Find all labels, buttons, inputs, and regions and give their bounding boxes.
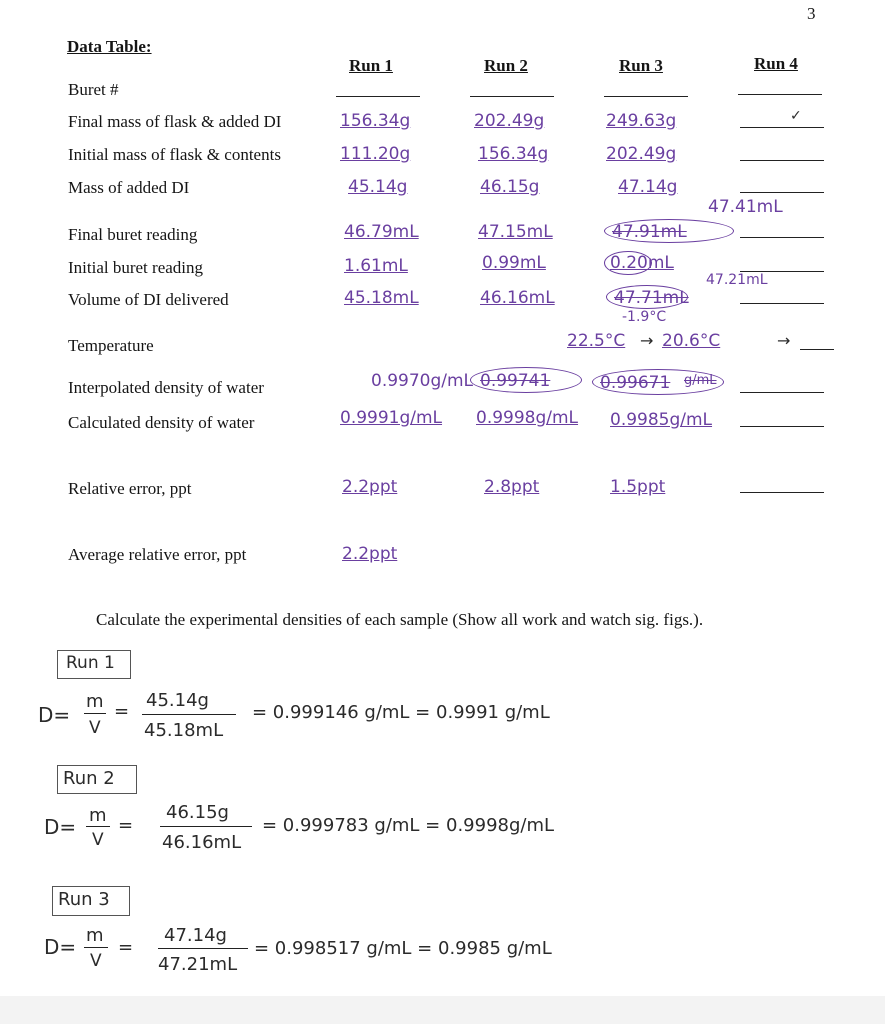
run-2-m: m bbox=[89, 805, 107, 826]
fraction-bar bbox=[158, 948, 248, 949]
blank-line bbox=[800, 349, 834, 350]
run-3-num: 47.14g bbox=[164, 925, 227, 946]
row-label-interp-density: Interpolated density of water bbox=[68, 378, 264, 397]
row-label-mass-added: Mass of added DI bbox=[68, 178, 190, 197]
avg-rel-error-value: 2.2ppt bbox=[342, 544, 398, 564]
final-mass-run4-check: ✓ bbox=[790, 108, 802, 124]
run-1-eq: = bbox=[114, 701, 130, 722]
fraction-bar bbox=[142, 714, 236, 715]
blank-line bbox=[740, 127, 824, 128]
blank-line bbox=[740, 426, 824, 427]
temperature-run3: 20.6°C bbox=[662, 331, 721, 351]
blank-line bbox=[740, 392, 824, 393]
final-buret-note: 47.41mL bbox=[708, 197, 783, 217]
row-label-initial-mass: Initial mass of flask & contents bbox=[68, 145, 281, 164]
mass-added-run3: 47.14g bbox=[618, 177, 678, 197]
volume-run1: 45.18mL bbox=[344, 288, 419, 308]
blank-line bbox=[740, 492, 824, 493]
temperature-run2: 22.5°C bbox=[567, 331, 626, 351]
fraction-bar bbox=[86, 826, 110, 827]
run-1-num: 45.14g bbox=[146, 690, 209, 711]
run-2-label: Run 2 bbox=[63, 768, 115, 789]
correction-circle bbox=[470, 367, 582, 393]
interp-density-unit: g/mL bbox=[684, 373, 717, 388]
calc-density-run2: 0.9998g/mL bbox=[476, 408, 579, 428]
initial-buret-run3: 0.20mL bbox=[610, 253, 674, 273]
final-buret-run3: 47.91mL bbox=[612, 222, 687, 242]
run-1-result: = 0.999146 g/mL = 0.9991 g/mL bbox=[252, 702, 550, 723]
calc-density-run3: 0.9985g/mL bbox=[610, 410, 713, 430]
run-2-v: V bbox=[92, 830, 104, 850]
final-mass-run1: 156.34g bbox=[340, 111, 411, 131]
correction-circle bbox=[592, 369, 724, 395]
fraction-bar bbox=[160, 826, 252, 827]
final-buret-run1: 46.79mL bbox=[344, 222, 419, 242]
run-3-v: V bbox=[90, 951, 102, 971]
row-label-temperature: Temperature bbox=[68, 336, 154, 355]
run-2-eq: = bbox=[118, 815, 134, 836]
run-3-m: m bbox=[86, 925, 104, 946]
row-label-final-buret: Final buret reading bbox=[68, 225, 198, 244]
run-3-result: = 0.998517 g/mL = 0.9985 g/mL bbox=[254, 938, 552, 959]
run-2-header: Run 2 bbox=[484, 56, 528, 75]
fraction-bar bbox=[84, 947, 108, 948]
initial-mass-run2: 156.34g bbox=[478, 144, 549, 164]
rel-error-run2: 2.8ppt bbox=[484, 477, 540, 497]
blank-line bbox=[740, 192, 824, 193]
run-1-den: 45.18mL bbox=[144, 720, 224, 741]
run-2-d: D= bbox=[44, 815, 77, 839]
initial-mass-run1: 111.20g bbox=[340, 144, 411, 164]
run-1-d: D= bbox=[38, 703, 71, 727]
rel-error-run1: 2.2ppt bbox=[342, 477, 398, 497]
page-bottom-edge bbox=[0, 996, 885, 1024]
row-label-volume: Volume of DI delivered bbox=[68, 290, 229, 309]
row-label-rel-error: Relative error, ppt bbox=[68, 479, 192, 498]
volume-run3: 47.71mL bbox=[614, 288, 689, 308]
run-3-den: 47.21mL bbox=[158, 954, 238, 975]
blank-line bbox=[604, 96, 688, 97]
run-2-result: = 0.999783 g/mL = 0.9998g/mL bbox=[262, 815, 555, 836]
run-2-den: 46.16mL bbox=[162, 832, 242, 853]
run-3-header: Run 3 bbox=[619, 56, 663, 75]
blank-line bbox=[336, 96, 420, 97]
run-3-label: Run 3 bbox=[58, 889, 110, 910]
temperature-arrow-1: → bbox=[640, 331, 654, 350]
blank-line bbox=[738, 94, 822, 95]
blank-line bbox=[740, 160, 824, 161]
run-1-header: Run 1 bbox=[349, 56, 393, 75]
blank-line bbox=[740, 303, 824, 304]
initial-mass-run3: 202.49g bbox=[606, 144, 677, 164]
calc-density-run1: 0.9991g/mL bbox=[340, 408, 443, 428]
rel-error-run3: 1.5ppt bbox=[610, 477, 666, 497]
run-3-d: D= bbox=[44, 935, 77, 959]
interp-density-run2: 0.99741 bbox=[480, 371, 551, 391]
fraction-bar bbox=[84, 713, 106, 714]
row-label-calc-density: Calculated density of water bbox=[68, 413, 255, 432]
mass-added-run1: 45.14g bbox=[348, 177, 408, 197]
row-label-avg-rel-error: Average relative error, ppt bbox=[68, 545, 247, 564]
blank-line bbox=[740, 237, 824, 238]
page-number: 3 bbox=[807, 4, 816, 23]
interp-density-run3: 0.99671 bbox=[600, 373, 671, 393]
mass-added-run2: 46.15g bbox=[480, 177, 540, 197]
row-label-initial-buret: Initial buret reading bbox=[68, 258, 204, 277]
correction-circle bbox=[604, 219, 734, 243]
run-1-v: V bbox=[89, 718, 101, 738]
interp-density-run1: 0.9970g/mL bbox=[371, 371, 474, 391]
initial-buret-note: 47.21mL bbox=[706, 272, 768, 288]
run-1-m: m bbox=[86, 691, 104, 712]
temperature-arrow-2: → bbox=[777, 331, 791, 350]
run-3-eq: = bbox=[118, 937, 134, 958]
volume-run2: 46.16mL bbox=[480, 288, 555, 308]
initial-buret-run2: 0.99mL bbox=[482, 253, 546, 273]
initial-buret-run1: 1.61mL bbox=[344, 256, 408, 276]
temp-note: -1.9°C bbox=[622, 309, 667, 325]
data-table-title-text: Data Table: bbox=[67, 37, 152, 56]
final-buret-run2: 47.15mL bbox=[478, 222, 553, 242]
run-2-num: 46.15g bbox=[166, 802, 229, 823]
correction-circle bbox=[606, 285, 688, 309]
run-4-header: Run 4 bbox=[754, 54, 798, 73]
data-table-title bbox=[67, 37, 152, 57]
final-mass-run2: 202.49g bbox=[474, 111, 545, 131]
run-1-label: Run 1 bbox=[66, 653, 115, 673]
blank-line bbox=[470, 96, 554, 97]
row-label-final-mass: Final mass of flask & added DI bbox=[68, 112, 282, 131]
final-mass-run3: 249.63g bbox=[606, 111, 677, 131]
instructions-text: Calculate the experimental densities of each sample (Show all work and watch sig. figs.). bbox=[96, 610, 704, 629]
correction-circle bbox=[604, 251, 652, 275]
row-label-buret: Buret # bbox=[68, 80, 119, 99]
